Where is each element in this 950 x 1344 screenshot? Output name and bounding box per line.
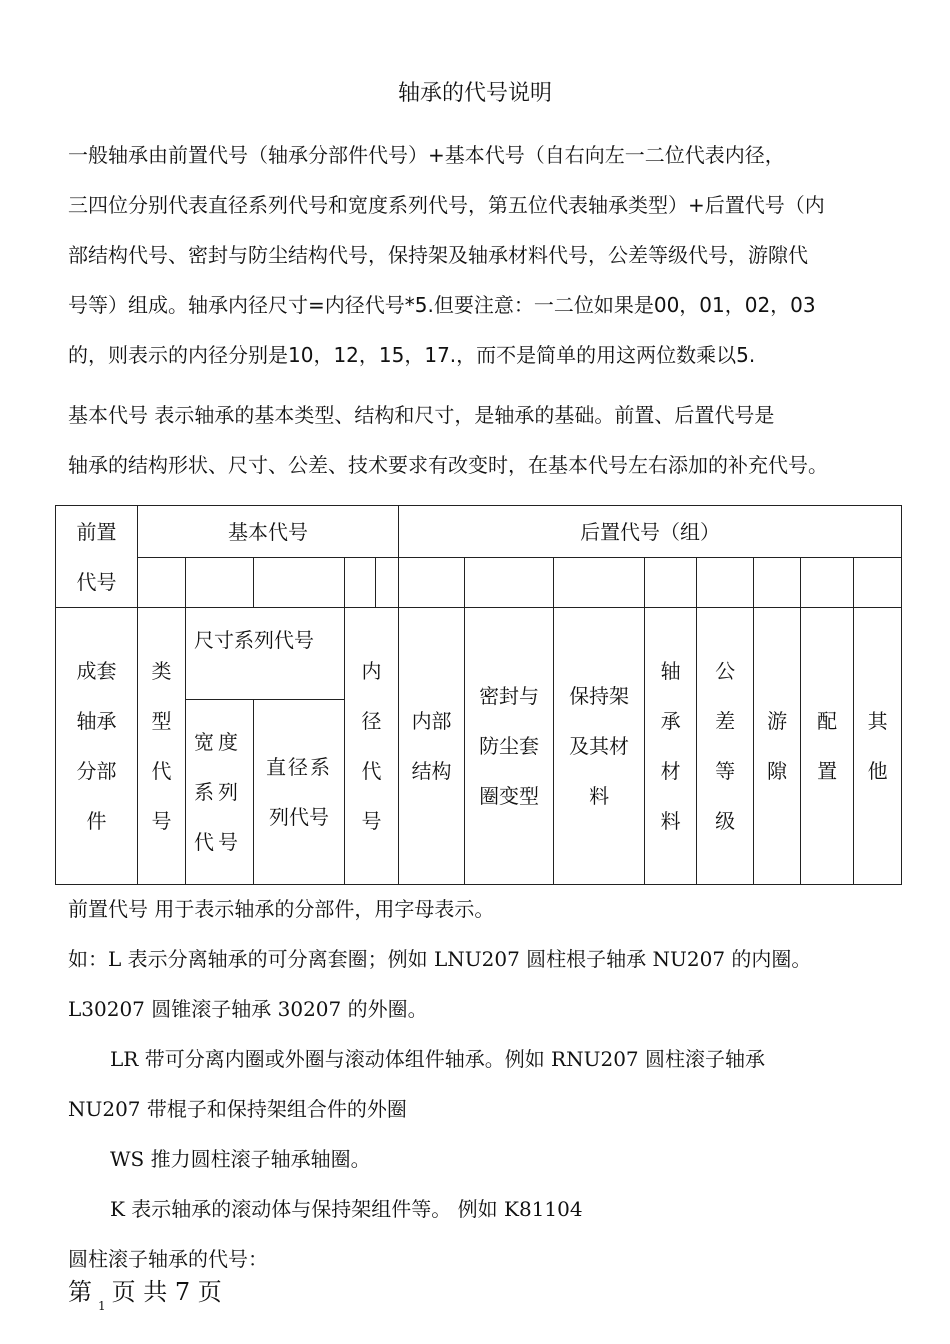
intro-line: 部结构代号、密封与防尘结构代号，保持架及轴承材料代号，公差等级代号，游隙代 [68,243,808,267]
intro-paragraph [68,130,888,380]
empty-cell [554,558,645,608]
intro-line: 三四位分别代表直径系列代号和宽度系列代号，第五位代表轴承类型）+后置代号（内 [68,193,825,217]
bearing-code-table [55,505,902,885]
example-nu207: NU207 带棍子和保持架组合件的外圈 [68,1097,407,1121]
example-lr: LR 带可分离内圈或外圈与滚动体组件轴承。例如 RNU207 圆柱滚子轴承 [110,1047,765,1071]
cylindrical-roller-heading: 圆柱滚子轴承的代号： [68,1247,268,1271]
other-cell: 其他 [854,608,902,885]
empty-cell [376,558,399,608]
example-ws: WS 推力圆柱滚子轴承轴圈。 [110,1147,371,1171]
basic-code-header: 基本代号 [138,506,399,558]
prefix-code-description: 前置代号 用于表示轴承的分部件，用字母表示。 [68,897,495,921]
page-title: 轴承的代号说明 [397,81,552,106]
empty-cell [186,558,254,608]
prefix-component-cell: 成套轴承分部件 [56,608,138,885]
cage-material-cell: 保持架 及其材 料 [554,608,645,885]
basic-line: 基本代号 表示轴承的基本类型、结构和尺寸，是轴承的基础。前置、后置代号是 [68,403,775,427]
empty-cell [345,558,376,608]
intro-line: 一般轴承由前置代号（轴承分部件代号）+基本代号（自右向左一二位代表内径， [68,143,785,167]
empty-cell [399,558,465,608]
suffix-code-header: 后置代号（组） [399,506,902,558]
footer-post: 页 共 7 页 [111,1278,222,1306]
empty-cell [754,558,801,608]
bearing-material-cell: 轴承材料 [645,608,697,885]
basic-code-paragraph [68,390,888,490]
internal-structure-cell: 内部 结构 [399,608,465,885]
size-series-cell: 尺寸系列代号 [186,608,345,700]
seal-dust-cell: 密封与 防尘套 圈变型 [465,608,554,885]
empty-cell [254,558,345,608]
empty-cell [465,558,554,608]
clearance-cell: 游隙 [754,608,801,885]
example-l30207: L30207 圆锥滚子轴承 30207 的外圈。 [68,997,428,1021]
width-series-cell: 宽度系列代号 [186,700,254,885]
empty-cell [697,558,754,608]
prefix-code-header: 前置 代号 [56,506,138,608]
footer-pre: 第 [68,1278,92,1306]
diameter-series-cell: 直径系 列代号 [254,700,345,885]
empty-cell [854,558,902,608]
intro-line: 的，则表示的内径分别是10，12，15，17.，而不是简单的用这两位数乘以5. [68,343,756,367]
tolerance-class-cell: 公差等级 [697,608,754,885]
basic-line: 轴承的结构形状、尺寸、公差、技术要求有改变时，在基本代号左右添加的补充代号。 [68,453,828,477]
empty-cell [801,558,854,608]
bore-code-cell: 内径代号 [345,608,399,885]
empty-cell [645,558,697,608]
page-footer [68,1272,222,1313]
empty-cell [138,558,186,608]
page-number: 1 [98,1299,106,1313]
example-k: K 表示轴承的滚动体与保持架组件等。 例如 K81104 [110,1197,583,1221]
example-l: 如：L 表示分离轴承的可分离套圈；例如 LNU207 圆柱根子轴承 NU207 的内圈。 [68,947,812,971]
configuration-cell: 配置 [801,608,854,885]
type-code-cell: 类型代号 [138,608,186,885]
intro-line: 号等）组成。轴承内径尺寸=内径代号*5.但要注意：一二位如果是00，01，02，03 [68,293,816,317]
